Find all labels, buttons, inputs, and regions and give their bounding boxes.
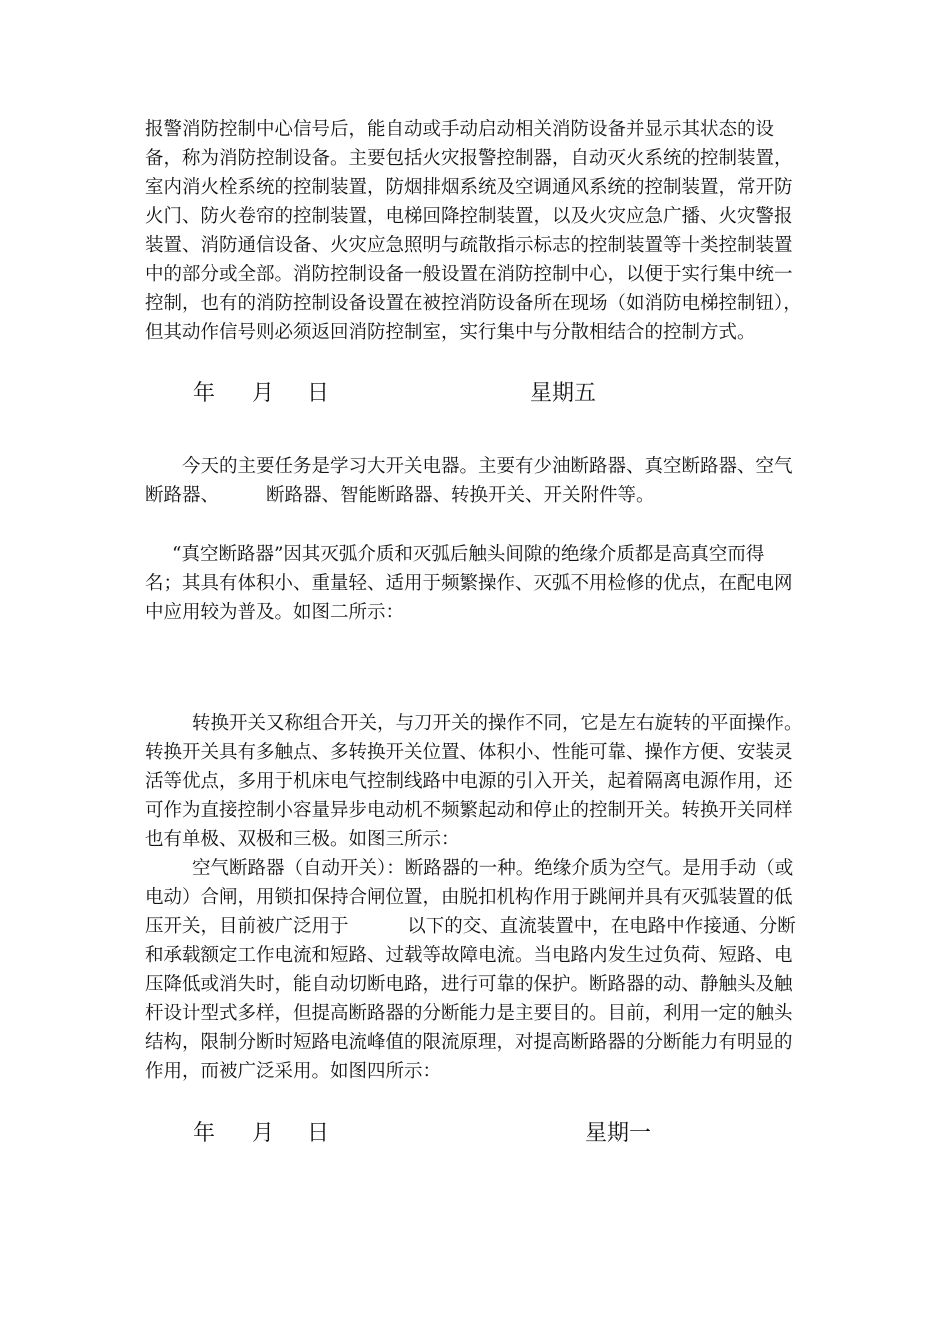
paragraph-line: 中应用较为普及。如图二所示： [145, 602, 405, 623]
paragraph-line: 和承载额定工作电流和短路、过载等故障电流。当电路内发生过负荷、短路、电 [145, 945, 793, 966]
paragraph-line: 火门、防火卷帘的控制装置，电梯回降控制装置，以及火灾应急广播、火灾警报 [145, 206, 793, 227]
date-day-label: 日 [307, 1121, 330, 1146]
paragraph-line: 压开关，目前被广泛用于 以下的交、直流装置中，在电路中作接通、分断 [145, 916, 796, 937]
paragraph-line: 也有单极、双极和三极。如图三所示： [145, 829, 460, 850]
date-month-label: 月 [252, 381, 275, 406]
paragraph-line: 压降低或消失时，能自动切断电路，进行可靠的保护。断路器的动、静触头及触 [145, 974, 793, 995]
paragraph-line: 电动）合闸，用锁扣保持合闸位置，由脱扣机构作用于跳闸并具有灭弧装置的低 [145, 887, 793, 908]
paragraph-line: 名；其具有体积小、重量轻、适用于频繁操作、灭弧不用检修的优点，在配电网 [145, 573, 793, 594]
paragraph-line: 装置、消防通信设备、火灾应急照明与疏散指示标志的控制装置等十类控制装置 [145, 235, 793, 256]
paragraph-line: 结构，限制分断时短路电流峰值的限流原理，对提高断路器的分断能力有明显的 [145, 1032, 793, 1053]
date-day-label: 日 [307, 381, 330, 406]
paragraph-line: 作用，而被广泛采用。如图四所示： [145, 1061, 442, 1082]
paragraph-line: 可作为直接控制小容量异步电动机不频繁起动和停止的控制开关。转换开关同样 [145, 800, 793, 821]
paragraph-line: 中的部分或全部。消防控制设备一般设置在消防控制中心，以便于实行集中统一 [145, 264, 793, 285]
paragraph-line: 报警消防控制中心信号后，能自动或手动启动相关消防设备并显示其状态的设 [145, 119, 775, 140]
paragraph-line: 备，称为消防控制设备。主要包括火灾报警控制器，自动灭火系统的控制装置， [145, 148, 793, 169]
date-year-label: 年 [193, 381, 216, 406]
paragraph-line: 杆设计型式多样，但提高断路器的分断能力是主要目的。目前，利用一定的触头 [145, 1003, 793, 1024]
date-weekday-label: 星期一 [585, 1121, 652, 1146]
date-weekday-label: 星期五 [530, 381, 597, 406]
paragraph-line: 今天的主要任务是学习大开关电器。主要有少油断路器、真空断路器、空气 [182, 456, 793, 477]
paragraph-line: 活等优点，多用于机床电气控制线路中电源的引入开关，起着隔离电源作用，还 [145, 771, 793, 792]
paragraph-line: 转换开关具有多触点、多转换开关位置、体积小、性能可靠、操作方便、安装灵 [145, 742, 793, 763]
paragraph-line: 但其动作信号则必须返回消防控制室，实行集中与分散相结合的控制方式。 [145, 322, 756, 343]
paragraph-line: “真空断路器”因其灭弧介质和灭弧后触头间隙的绝缘介质都是高真空而得 [172, 544, 765, 565]
paragraph-line: 室内消火栓系统的控制装置，防烟排烟系统及空调通风系统的控制装置，常开防 [145, 177, 793, 198]
date-month-label: 月 [252, 1121, 275, 1146]
paragraph-line: 断路器、 断路器、智能断路器、转换开关、开关附件等。 [145, 485, 655, 506]
paragraph-line: 控制，也有的消防控制设备设置在被控消防设备所在现场（如消防电梯控制钮）， [145, 293, 802, 314]
paragraph-line: 空气断路器（自动开关）：断路器的一种。绝缘介质为空气。是用手动（或 [192, 858, 794, 879]
date-year-label: 年 [193, 1121, 216, 1146]
paragraph-line: 转换开关又称组合开关，与刀开关的操作不同，它是左右旋转的平面操作。 [192, 713, 803, 734]
